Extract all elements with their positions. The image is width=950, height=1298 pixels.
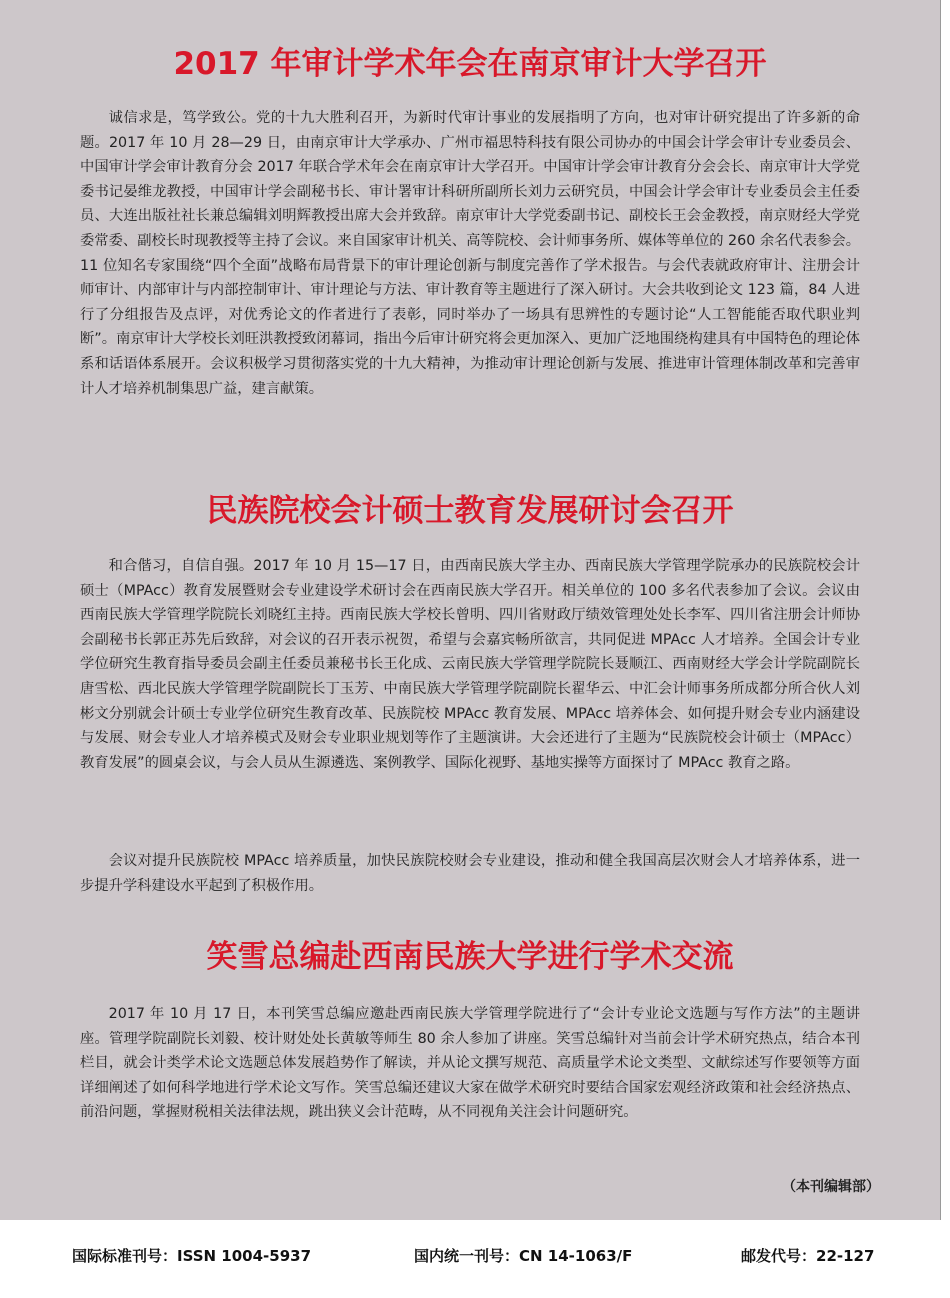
article-2-title: 民族院校会计硕士教育发展研讨会召开 <box>206 493 734 529</box>
issn-number: 国际标准刊号：ISSN 1004-5937 <box>72 1247 312 1265</box>
page-edge <box>940 0 950 1220</box>
article-1-paragraph: 诚信求是，笃学致公。党的十九大胜利召开，为新时代审计事业的发展指明了方向，也对审计研究提出了许多新的命题。2017 年 10 月 28—29 日，由南京审计大学承办、广州市福思特科技有限公司协办的中国会计学会审计专业委员会、中国审计学会审计教育分会 2017 年联合学术年会在南京审计大学召开。中国审计学会审计教育分会会长、南京审计大学党委书记晏维龙教授，中国审计学会副秘书长、审计署审计科研所副所长刘力云研究员，中国会计学会审计专业委员会主任委员、大连出版社社长兼总编辑刘明辉教授出席大会并致辞。南京审计大学党委副书记、副校长王会金教授，南京财经大学党委常委、副校长时现教授等主持了会议。来自国家审计机关、高等院校、会计师事务所、媒体等单位的 260 余名代表参会。11 位知名专家围绕“四个全面”战略布局背景下的审计理论创新与制度完善作了学术报告。与会代表就政府审计、注册会计师审计、内部审计与内部控制审计、审计理论与方法、审计教育等主题进行了深入研讨。大会共收到论文 123 篇，84 人进行了分组报告及点评，对优秀论文的作者进行了表彰，同时举办了一场具有思辨性的专题讨论“人工智能能否取代职业判断”。南京审计大学校长刘旺洪教授致闭幕词，指出今后审计研究将会更加深入、更加广泛地围绕构建具有中国特色的理论体系和话语体系展开。会议积极学习贯彻落实党的十九大精神，为推动审计理论创新与发展、推进审计管理体制改革和完善审计人才培养机制集思广益，建言献策。 <box>80 110 860 397</box>
editorial-signature: （本刊编辑部） <box>782 1179 880 1195</box>
article-2-paragraph-2: 会议对提升民族院校 MPAcc 培养质量，加快民族院校财会专业建设，推动和健全我国高层次财会人才培养体系，进一步提升学科建设水平起到了积极作用。 <box>80 853 860 894</box>
postal-code: 邮发代号：22-127 <box>741 1247 875 1265</box>
publication-footer <box>0 1244 950 1268</box>
cn-number: 国内统一刊号：CN 14-1063/F <box>414 1247 633 1265</box>
article-1-title: 2017 年审计学术年会在南京审计大学召开 <box>173 46 767 82</box>
article-3-paragraph: 2017 年 10 月 17 日，本刊笑雪总编应邀赴西南民族大学管理学院进行了“会计专业论文选题与写作方法”的主题讲座。管理学院副院长刘毅、校计财处处长黄敏等师生 80 余人参加了讲座。笑雪总编针对当前会计学术研究热点，结合本刊栏目，就会计类学术论文选题总体发展趋势作了解读，并从论文撰写规范、高质量学术论文类型、文献综述写作要领等方面详细阐述了如何科学地进行学术论文写作。笑雪总编还建议大家在做学术研究时要结合国家宏观经济政策和社会经济热点、前沿问题，掌握财税相关法律法规，跳出狭义会计范畴，从不同视角关注会计问题研究。 <box>80 1006 860 1121</box>
article-3-title: 笑雪总编赴西南民族大学进行学术交流 <box>206 939 734 975</box>
article-2-paragraph-1: 和合偕习，自信自强。2017 年 10 月 15—17 日，由西南民族大学主办、西南民族大学管理学院承办的民族院校会计硕士（MPAcc）教育发展暨财会专业建设学术研讨会在西南民族大学召开。相关单位的 100 多名代表参加了会议。会议由西南民族大学管理学院院长刘晓红主持。西南民族大学校长曾明、四川省财政厅绩效管理处处长李军、四川省注册会计师协会副秘书长郭正苏先后致辞，对会议的召开表示祝贺，希望与会嘉宾畅所欲言，共同促进 MPAcc 人才培养。全国会计专业学位研究生教育指导委员会副主任委员兼秘书长王化成、云南民族大学管理学院院长聂顺江、西南财经大学会计学院副院长唐雪松、西北民族大学管理学院副院长丁玉芳、中南民族大学管理学院副院长翟华云、中汇会计师事务所成都分所合伙人刘彬文分别就会计硕士专业学位研究生教育改革、民族院校 MPAcc 教育发展、MPAcc 培养体会、如何提升财会专业内涵建设与发展、财会专业人才培养模式及财会专业职业规划等作了主题演讲。大会还进行了主题为“民族院校会计硕士（MPAcc）教育发展”的圆桌会议，与会人员从生源遴选、案例教学、国际化视野、基地实操等方面探讨了 MPAcc 教育之路。 <box>80 558 860 771</box>
